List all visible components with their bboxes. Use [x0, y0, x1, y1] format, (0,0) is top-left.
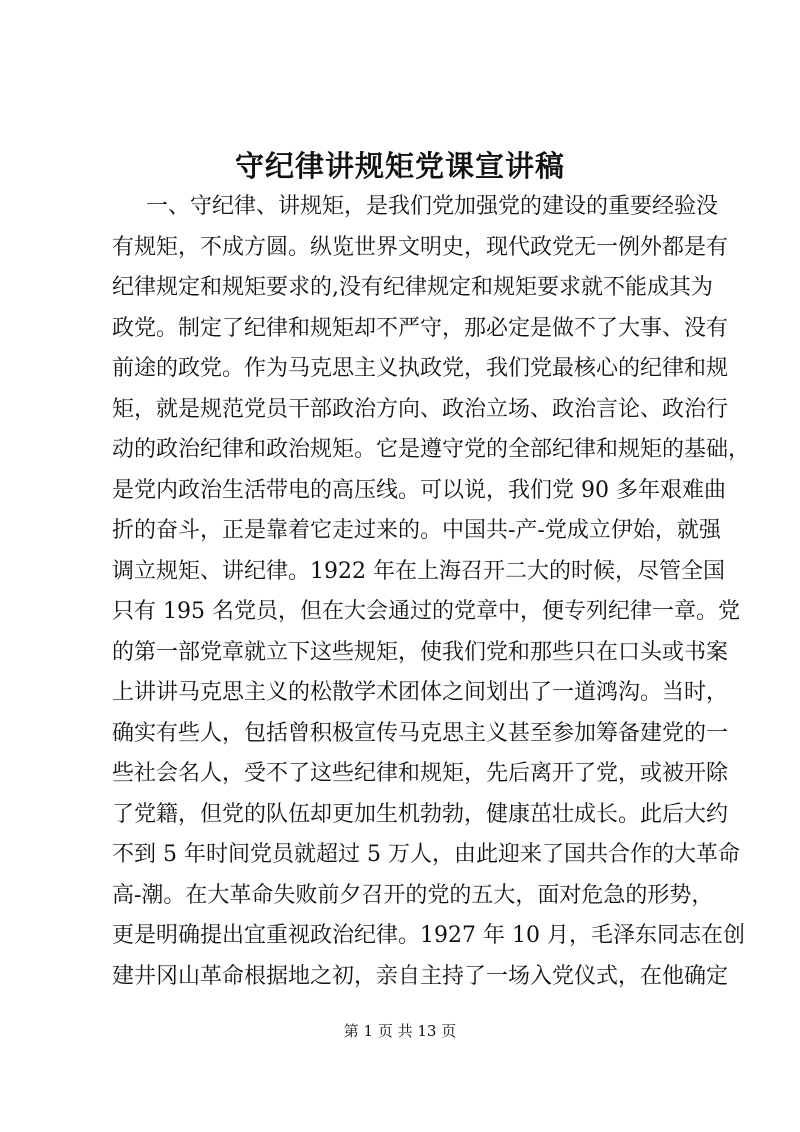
body-line: 矩，就是规范党员干部政治方向、政治立场、政治言论、政治行 [112, 396, 729, 422]
body-line: 只有 195 名党员，但在大会通过的党章中，便专列纪律一章。党 [112, 599, 740, 624]
body-line: 一、守纪律、讲规矩，是我们党加强党的建设的重要经验没 [146, 194, 719, 219]
body-line: 了党籍，但党的队伍却更加生机勃勃，健康茁壮成长。此后大约 [112, 801, 729, 827]
body-line: 的第一部党章就立下这些规矩，使我们党和那些只在口头或书案 [112, 639, 729, 665]
body-line: 是党内政治生活带电的高压线。可以说，我们党 90 多年艰难曲 [112, 477, 726, 503]
body-line: 动的政治纪律和政治规矩。它是遵守党的全部纪律和规矩的基础， [112, 437, 751, 462]
body-line: 折的奋斗，正是靠着它走过来的。中国共-产-党成立伊始，就强 [112, 518, 721, 543]
body-line: 不到 5 年时间党员就超过 5 万人，由此迎来了国共合作的大革命 [112, 842, 740, 867]
body-line: 些社会名人，受不了这些纪律和规矩，先后离开了党，或被开除 [112, 761, 729, 786]
body-line: 更是明确提出宜重视政治纪律。1927 年 10 月，毛泽东同志在创 [112, 923, 745, 948]
body-line: 上讲讲马克思主义的松散学术团体之间划出了一道鸿沟。当时， [112, 680, 729, 705]
document-body [112, 187, 751, 997]
body-line: 纪律规定和规矩要求的,没有纪律规定和规矩要求就不能成其为 [112, 275, 713, 300]
body-line: 高-潮。在大革命失败前夕召开的党的五大，面对危急的形势， [112, 882, 714, 908]
body-line: 调立规矩、讲纪律。1922 年在上海召开二大的时候，尽管全国 [112, 558, 725, 584]
page-footer: 第 1 页 共 13 页 [343, 1022, 457, 1040]
body-line: 确实有些人，包括曾积极宣传马克思主义甚至参加筹备建党的一 [112, 720, 729, 746]
document-title: 守纪律讲规矩党课宣讲稿 [234, 149, 565, 183]
body-line: 建井冈山革命根据地之初，亲自主持了一场入党仪式，在他确定 [112, 963, 729, 989]
body-line: 前途的政党。作为马克思主义执政党，我们党最核心的纪律和规 [112, 356, 729, 381]
body-line: 有规矩，不成方圆。纵览世界文明史，现代政党无一例外都是有 [112, 234, 729, 260]
body-line: 政党。制定了纪律和规矩却不严守，那必定是做不了大事、没有 [112, 315, 729, 341]
